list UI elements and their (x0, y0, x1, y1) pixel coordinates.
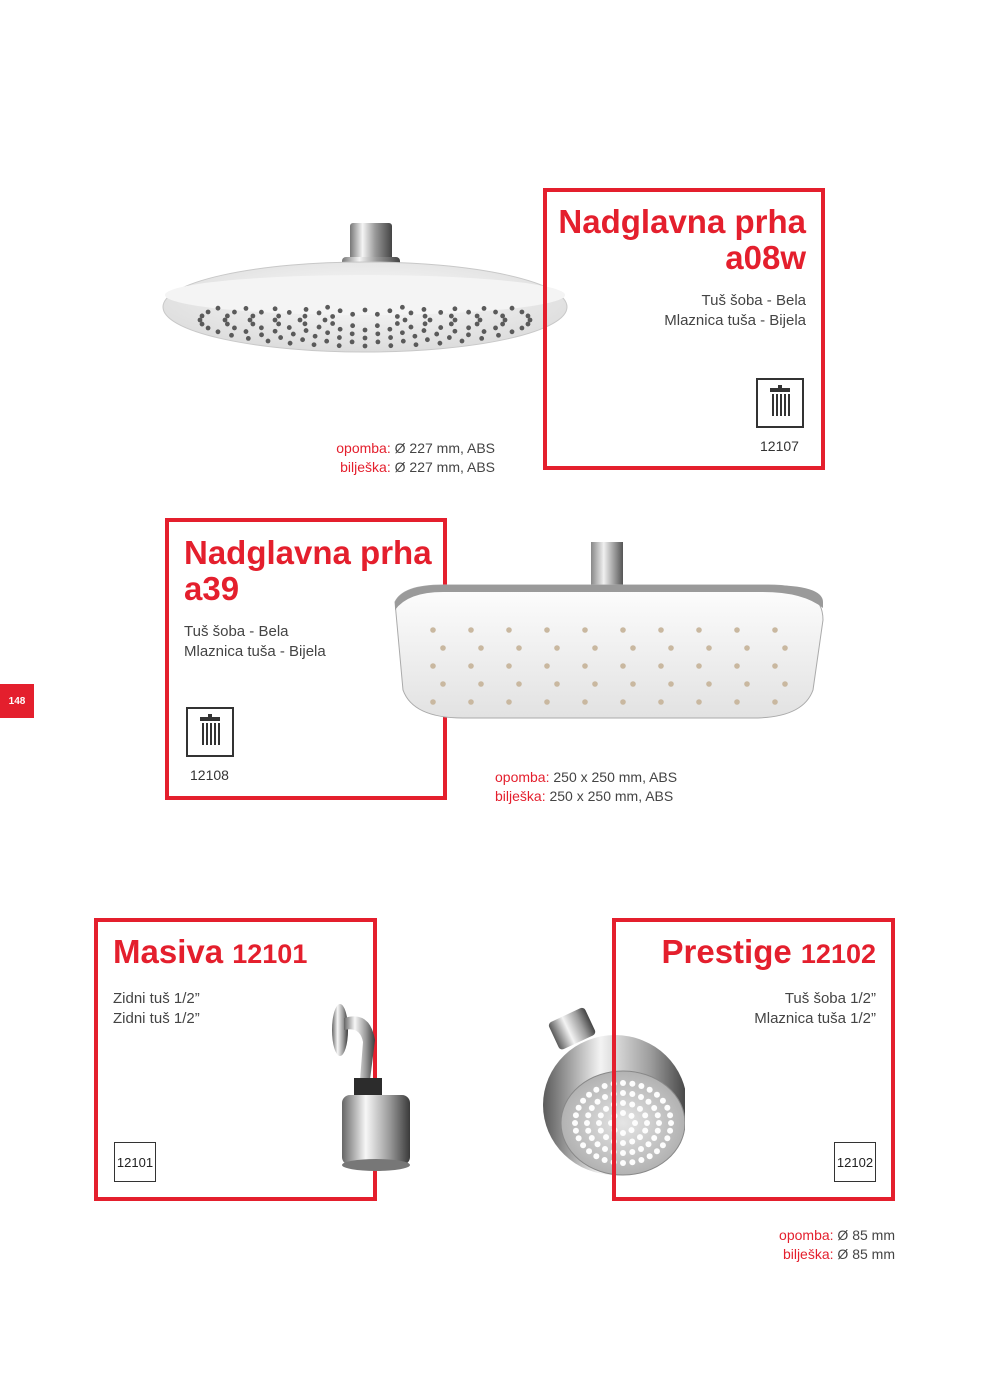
nozzle-dot (223, 318, 228, 323)
nozzle-dot (493, 310, 498, 315)
nozzle-dot (668, 681, 674, 687)
nozzle-dot (468, 627, 474, 633)
nozzle-dot (500, 314, 505, 319)
nozzle-dot (585, 1112, 591, 1118)
note-label: opomba: (336, 440, 391, 456)
nozzle-dot (312, 342, 317, 347)
nozzle-dot (375, 312, 380, 317)
nozzle-dot (744, 681, 750, 687)
nozzle-dot (582, 663, 588, 669)
nozzle-dot (250, 314, 255, 319)
nozzle-dot (395, 321, 400, 326)
nozzle-dot (304, 328, 309, 333)
nozzle-dot (330, 314, 335, 319)
nozzle-dot (658, 663, 664, 669)
product-title-masiva (113, 934, 373, 972)
nozzle-dot (200, 322, 205, 327)
note-opomba (300, 439, 495, 458)
nozzle-dot (516, 681, 522, 687)
note-biljeska (700, 1245, 895, 1264)
nozzle-dot (246, 336, 251, 341)
nozzle-dot (291, 332, 296, 337)
product-note-a39 (495, 768, 745, 806)
nozzle-dot (584, 1120, 590, 1126)
nozzle-dot (658, 627, 664, 633)
nozzle-dot (337, 335, 342, 340)
nozzle-dot (350, 312, 355, 317)
nozzle-dot (586, 1148, 592, 1154)
note-value: Ø 85 mm (833, 1227, 895, 1243)
nozzle-dot (438, 325, 443, 330)
nozzle-dot (668, 645, 674, 651)
nozzle-dot (338, 308, 343, 313)
nozzle-dot (363, 328, 368, 333)
nozzle-dot (206, 310, 211, 315)
note-opomba (700, 1226, 895, 1245)
nozzle-dot (453, 306, 458, 311)
nozzle-dot (544, 627, 550, 633)
nozzle-dot (216, 329, 221, 334)
nozzle-dot (595, 1099, 601, 1105)
nozzle-dot (350, 323, 355, 328)
nozzle-dot (603, 1134, 609, 1140)
nozzle-dot (225, 322, 230, 327)
note-value: Ø 227 mm, ABS (390, 440, 495, 456)
nozzle-dot (317, 325, 322, 330)
nozzle-dot (592, 681, 598, 687)
desc-line-1: Tuš šoba 1/2” (784, 990, 876, 1007)
note-label: bilješka: (782, 1246, 834, 1262)
product-title-prestige (616, 934, 876, 972)
nozzle-dot (782, 681, 788, 687)
nozzle-dot (482, 329, 487, 334)
nozzle-dot (580, 1142, 586, 1148)
page-number: 148 (0, 684, 34, 718)
nozzle-dot (273, 306, 278, 311)
nozzle-dot (528, 318, 533, 323)
nozzle-dot (593, 1153, 599, 1159)
nozzle-dot (516, 645, 522, 651)
note-value: 250 x 250 mm, ABS (549, 769, 678, 785)
nozzle-dot (466, 332, 471, 337)
nozzle-dot (423, 314, 428, 319)
nozzle-dot (576, 1105, 582, 1111)
nozzle-dot (387, 327, 392, 332)
nozzle-dot (414, 342, 419, 347)
shower-head-a08w-image (160, 215, 570, 365)
nozzle-dot (395, 314, 400, 319)
nozzle-dot (630, 645, 636, 651)
nozzle-dot (468, 663, 474, 669)
nozzle-dot (620, 627, 626, 633)
nozzle-dot (276, 322, 281, 327)
nozzle-dot (423, 321, 428, 326)
nozzle-dot (706, 681, 712, 687)
nozzle-dot (460, 339, 465, 344)
nozzle-dot (468, 699, 474, 705)
nozzle-dot (544, 699, 550, 705)
nozzle-dot (593, 1087, 599, 1093)
title-name: Masiva (113, 933, 224, 970)
nozzle-dot (453, 329, 458, 334)
shower-head-icon (186, 707, 234, 757)
nozzle-dot (232, 326, 237, 331)
nozzle-dot (447, 335, 452, 340)
nozzle-dot (573, 1128, 579, 1134)
nozzle-dot (409, 311, 414, 316)
nozzle-dot (598, 1112, 604, 1118)
note-value: Ø 85 mm (833, 1246, 895, 1262)
nozzle-dot (449, 322, 454, 327)
title-line-1: Nadglavna prha (558, 203, 806, 240)
note-label: opomba: (779, 1227, 834, 1243)
nozzle-dot (440, 645, 446, 651)
nozzle-dot (300, 337, 305, 342)
nozzle-dot (734, 627, 740, 633)
note-label: bilješka: (340, 459, 391, 475)
nozzle-dot (229, 333, 234, 338)
nozzle-dot (438, 310, 443, 315)
nozzle-dot (744, 645, 750, 651)
nozzle-dot (430, 699, 436, 705)
nozzle-dot (586, 1092, 592, 1098)
nozzle-dot (478, 681, 484, 687)
nozzle-dot (232, 310, 237, 315)
nozzle-dot (287, 310, 292, 315)
nozzle-dot (506, 663, 512, 669)
nozzle-dot (506, 699, 512, 705)
product-description-a08w (548, 291, 806, 331)
nozzle-dot (734, 699, 740, 705)
nozzle-dot (696, 699, 702, 705)
nozzle-dot (696, 663, 702, 669)
nozzle-dot (526, 322, 531, 327)
nozzle-dot (430, 663, 436, 669)
nozzle-dot (287, 325, 292, 330)
nozzle-dot (596, 1120, 602, 1126)
shower-head-a39-image (383, 540, 828, 725)
nozzle-dot (554, 645, 560, 651)
nozzle-dot (602, 1094, 608, 1100)
nozzle-dot (510, 306, 515, 311)
product-description-masiva (113, 989, 313, 1029)
nozzle-dot (510, 329, 515, 334)
nozzle-dot (453, 318, 458, 323)
nozzle-dot (363, 336, 368, 341)
nozzle-dot (325, 330, 330, 335)
nozzle-dot (696, 627, 702, 633)
nozzle-dot (706, 645, 712, 651)
nozzle-dot (330, 321, 335, 326)
nozzle-dot (304, 307, 309, 312)
nozzle-dot (603, 1106, 609, 1112)
nozzle-dot (259, 325, 264, 330)
nozzle-dot (388, 335, 393, 340)
product-code-masiva: 12101 (114, 1142, 156, 1182)
desc-line-1: Tuš šoba - Bela (701, 292, 806, 309)
nozzle-dot (313, 334, 318, 339)
product-title-a39 (184, 535, 444, 607)
nozzle-dot (401, 339, 406, 344)
nozzle-dot (585, 1128, 591, 1134)
shower-head-icon (756, 378, 804, 428)
desc-line-2: Mlaznica tuša 1/2” (754, 1010, 876, 1027)
title-line-2: a39 (184, 570, 240, 607)
product-code-a39: 12108 (190, 767, 229, 783)
nozzle-dot (544, 663, 550, 669)
nozzle-dot (572, 1120, 578, 1126)
note-opomba (495, 768, 745, 787)
nozzle-dot (428, 318, 433, 323)
desc-line-2: Mlaznica tuša - Bijela (664, 312, 806, 329)
nozzle-dot (248, 318, 253, 323)
nozzle-dot (598, 1128, 604, 1134)
nozzle-dot (500, 322, 505, 327)
nozzle-dot (434, 332, 439, 337)
nozzle-dot (580, 1098, 586, 1104)
note-label: opomba: (495, 769, 550, 785)
nozzle-dot (602, 1146, 608, 1152)
nozzle-dot (276, 314, 281, 319)
nozzle-dot (324, 339, 329, 344)
product-description-a39 (184, 622, 384, 662)
nozzle-dot (412, 334, 417, 339)
nozzle-dot (620, 699, 626, 705)
nozzle-dot (620, 663, 626, 669)
note-biljeska (300, 458, 495, 477)
note-value: 250 x 250 mm, ABS (545, 788, 674, 804)
product-note-prestige (700, 1226, 895, 1264)
nozzle-dot (259, 332, 264, 337)
nozzle-dot (576, 1135, 582, 1141)
nozzle-dot (582, 699, 588, 705)
nozzle-dot (363, 344, 368, 349)
nozzle-dot (475, 314, 480, 319)
nozzle-dot (772, 627, 778, 633)
nozzle-dot (573, 1112, 579, 1118)
nozzle-dot (478, 645, 484, 651)
nozzle-dot (440, 681, 446, 687)
nozzle-dot (592, 645, 598, 651)
product-note-a08w (300, 439, 495, 477)
nozzle-dot (198, 318, 203, 323)
title-line-1: Nadglavna prha (184, 534, 432, 571)
desc-line-2: Zidni tuš 1/2” (113, 1010, 200, 1027)
nozzle-dot (520, 310, 525, 315)
desc-line-1: Zidni tuš 1/2” (113, 990, 200, 1007)
nozzle-dot (400, 305, 405, 310)
title-line-2: a08w (725, 239, 806, 276)
nozzle-dot (422, 307, 427, 312)
nozzle-dot (323, 318, 328, 323)
nozzle-dot (772, 699, 778, 705)
nozzle-dot (363, 308, 368, 313)
title-code: 12102 (800, 939, 876, 969)
product-code-a08w: 12107 (760, 438, 799, 454)
nozzle-dot (225, 314, 230, 319)
nozzle-dot (388, 343, 393, 348)
nozzle-dot (200, 314, 205, 319)
nozzle-dot (387, 308, 392, 313)
nozzle-dot (303, 314, 308, 319)
nozzle-dot (259, 310, 264, 315)
nozzle-dot (595, 1141, 601, 1147)
nozzle-dot (466, 310, 471, 315)
note-biljeska (495, 787, 745, 806)
nozzle-dot (589, 1105, 595, 1111)
nozzle-dot (266, 339, 271, 344)
product-title-a08w (548, 204, 806, 276)
nozzle-dot (400, 330, 405, 335)
nozzle-dot (658, 699, 664, 705)
nozzle-dot (298, 318, 303, 323)
nozzle-dot (478, 318, 483, 323)
nozzle-dot (782, 645, 788, 651)
nozzle-dot (526, 314, 531, 319)
nozzle-dot (325, 305, 330, 310)
nozzle-dot (482, 306, 487, 311)
nozzle-dot (493, 326, 498, 331)
nozzle-dot (506, 627, 512, 633)
nozzle-dot (422, 328, 427, 333)
nozzle-dot (409, 325, 414, 330)
nozzle-dot (375, 323, 380, 328)
title-code: 12101 (232, 939, 308, 969)
nozzle-dot (520, 326, 525, 331)
nozzle-dot (582, 627, 588, 633)
nozzle-dot (303, 321, 308, 326)
nozzle-dot (438, 341, 443, 346)
nozzle-dot (288, 341, 293, 346)
nozzle-dot (337, 343, 342, 348)
product-description-prestige (616, 989, 876, 1029)
nozzle-dot (350, 331, 355, 336)
nozzle-dot (244, 329, 249, 334)
nozzle-dot (734, 663, 740, 669)
nozzle-dot (350, 340, 355, 345)
nozzle-dot (479, 336, 484, 341)
nozzle-dot (375, 331, 380, 336)
nozzle-dot (630, 681, 636, 687)
title-name: Prestige (661, 933, 792, 970)
nozzle-dot (496, 333, 501, 338)
note-label: bilješka: (495, 788, 546, 804)
nozzle-dot (278, 335, 283, 340)
nozzle-dot (273, 329, 278, 334)
nozzle-dot (376, 340, 381, 345)
nozzle-dot (206, 326, 211, 331)
nozzle-dot (475, 322, 480, 327)
product-code-prestige: 12102 (834, 1142, 876, 1182)
nozzle-dot (602, 1157, 608, 1163)
wall-shower-masiva-image (330, 1000, 420, 1180)
nozzle-dot (244, 306, 249, 311)
nozzle-dot (216, 306, 221, 311)
desc-line-1: Tuš šoba - Bela (184, 623, 289, 640)
nozzle-dot (250, 322, 255, 327)
nozzle-dot (466, 325, 471, 330)
nozzle-dot (430, 627, 436, 633)
nozzle-dot (602, 1083, 608, 1089)
nozzle-dot (554, 681, 560, 687)
nozzle-dot (503, 318, 508, 323)
nozzle-dot (449, 314, 454, 319)
nozzle-dot (338, 327, 343, 332)
desc-line-2: Mlaznica tuša - Bijela (184, 643, 326, 660)
nozzle-dot (425, 337, 430, 342)
nozzle-dot (589, 1135, 595, 1141)
nozzle-dot (273, 318, 278, 323)
nozzle-dot (317, 311, 322, 316)
nozzle-dot (403, 318, 408, 323)
note-value: Ø 227 mm, ABS (390, 459, 495, 475)
nozzle-dot (772, 663, 778, 669)
